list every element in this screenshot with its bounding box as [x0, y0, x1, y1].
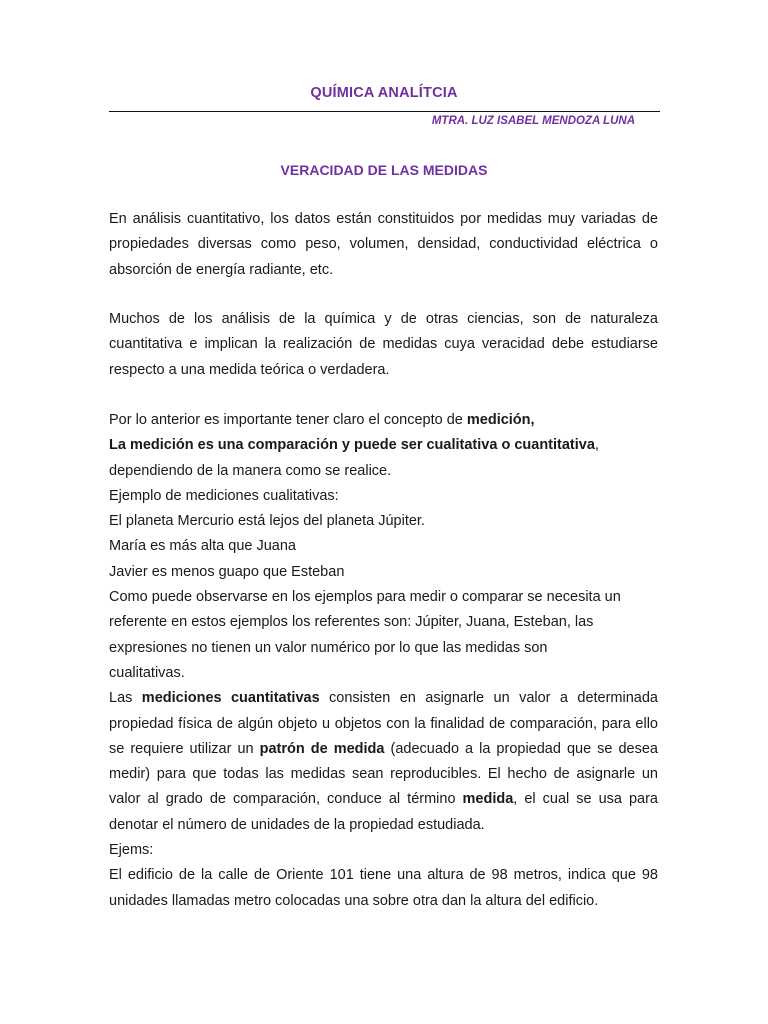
example-item: María es más alta que Juana	[109, 538, 296, 555]
definition-bold: La medición es una comparación y puede ser cualitativa o cuantitativa	[109, 437, 595, 454]
paragraph-referents-line: cualitativas.	[109, 664, 185, 681]
term-mediciones-cuantitativas: mediciones cuantitativas	[141, 690, 320, 707]
paragraph-quantitative: Las mediciones cuantitativas consisten en asignarle un valor a determinada propiedad física de algún objeto u objetos con la finalidad de comparación, para ello se requiere utilizar un patrón de medida (adecuado a la propiedad que se desea medir) para que todas las medidas sean reproducibles. El hecho de asignarle un valor al grado de comparación, conduce al término medida, el cual se usa para denotar el número de unidades de la propiedad estudiada.	[109, 690, 658, 833]
paragraph-concept: Por lo anterior es importante tener claro el concepto de medición,	[109, 412, 535, 428]
paragraph-definition-cont: dependiendo de la manera como se realice.	[109, 462, 392, 479]
course-title: QUÍMICA ANALÍTCIA	[310, 85, 458, 101]
qualitative-examples-heading: Ejemplo de mediciones cualitativas:	[109, 487, 339, 504]
examples-label: Ejems:	[109, 842, 154, 859]
header-rule	[109, 111, 660, 112]
example-item: El planeta Mercurio está lejos del planeta Júpiter.	[109, 513, 425, 530]
paragraph-analysis: Muchos de los análisis de la química y de otras ciencias, son de naturaleza cuantitativa e implican la realización de medidas cuya veracidad debe estudiarse respecto a una medida teórica o verdadera.	[109, 311, 658, 378]
paragraph-referents-line: Como puede observarse en los ejemplos para medir o comparar se necesita un	[109, 589, 621, 606]
term-medicion: medición,	[466, 412, 535, 428]
paragraph-referents-line: expresiones no tienen un valor numérico por lo que las medidas son	[109, 639, 548, 656]
paragraph-definition: La medición es una comparación y puede ser cualitativa o cuantitativa,	[109, 437, 599, 454]
paragraph-building-example: El edificio de la calle de Oriente 101 tiene una altura de 98 metros, indica que 98 unidades llamadas metro colocadas una sobre otra dan la altura del edificio.	[109, 867, 658, 909]
measurement-section	[109, 408, 658, 914]
document-heading: VERACIDAD DE LAS MEDIDAS	[280, 162, 488, 178]
term-patron-de-medida: patrón de medida	[259, 740, 385, 757]
paragraph-referents-line: referente en estos ejemplos los referentes son: Júpiter, Juana, Esteban, las	[109, 614, 594, 631]
example-item: Javier es menos guapo que Esteban	[109, 563, 345, 580]
term-medida: medida	[462, 791, 514, 808]
paragraph-intro: En análisis cuantitativo, los datos están constituidos por medidas muy variadas de propiedades diversas como peso, volumen, densidad, conductividad eléctrica o absorción de energía radiante, etc.	[109, 211, 658, 278]
author-name: MTRA. LUZ ISABEL MENDOZA LUNA	[431, 115, 635, 127]
